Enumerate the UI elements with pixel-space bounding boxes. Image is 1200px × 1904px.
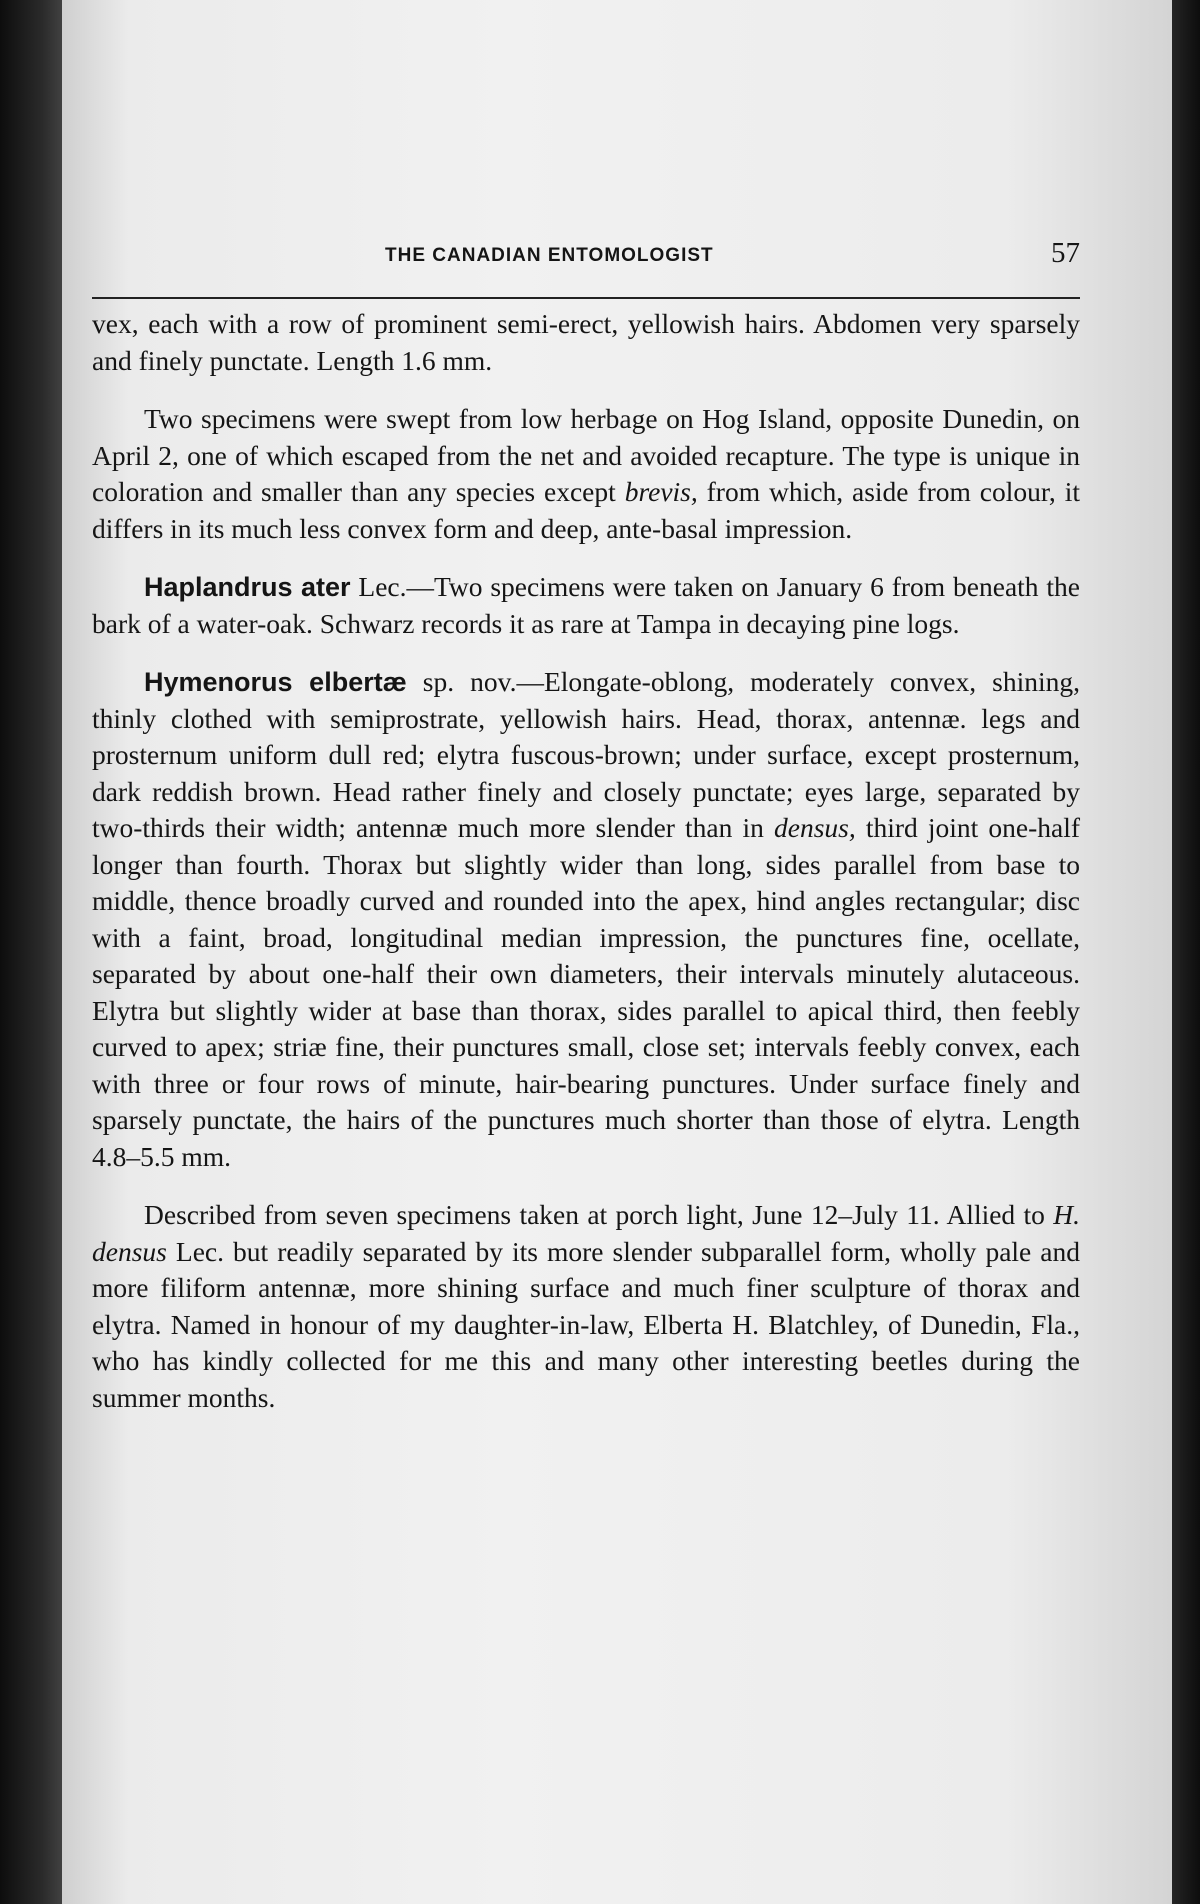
species-epithet: densus,: [773, 812, 856, 843]
paragraph-text: Lec.—Two specimens were taken on January 6 from beneath the bark of a water-oak. Schwarz records it as rare at Tampa in decaying pine logs.: [92, 571, 1081, 639]
page-number: 57: [1051, 237, 1080, 269]
paragraph-text: sp. nov.—Elongate-oblong, moderately convex, shining, thinly clothed with semiprostrate, yellowish hairs. Head, thorax, antennæ. legs and prosternum uniform dull red; elytra fuscous-brown; under surface, except prosternum, dark reddish brown. Head rather finely and closely punctate; eyes large, separated by two-thirds their width; antennæ much more slender than in: [92, 666, 1081, 843]
paragraph-text: Lec. but readily separated by its more slender subparallel form, wholly pale and more filiform antennæ, more shining surface and much finer sculpture of thorax and elytra. Named in honour of my daughter-in-law, Elberta H. Blatchley, of Dunedin, Fla., who has kindly collected for me this and many other interesting beetles during the summer months.: [92, 1235, 1080, 1413]
book-page: [62, 0, 1172, 1904]
running-header: [92, 237, 1080, 299]
paragraph-text: from which, aside from colour, it differs in its much less convex form and deep, ante-basal impression.: [92, 476, 1080, 544]
species-heading: Haplandrus ater: [144, 572, 351, 602]
paragraph-text: vex, each with a row of prominent semi-erect, yellowish hairs. Abdomen very sparsely and finely punctate. Length 1.6 mm.: [92, 308, 1080, 376]
paragraph-text: Described from seven specimens taken at porch light, June 12–July 11. Allied to: [144, 1199, 1054, 1230]
paragraph-continued: [92, 306, 1080, 379]
species-heading: Hymenorus elbertæ: [144, 667, 407, 697]
film-border-left: [0, 0, 70, 1904]
running-title: THE CANADIAN ENTOMOLOGIST: [385, 245, 714, 266]
paragraph-haplandrus: [92, 569, 1080, 642]
paragraph-hymenorus: [92, 664, 1080, 1175]
paragraph-text: third joint one-half longer than fourth. Thorax but slightly wider than long, sides parallel from base to middle, thence broadly curved and rounded into the apex, hind angles rectangular; disc with a faint, broad, longitudinal median impression, the punctures fine, ocellate, separated by about one-half their own diameters, their intervals minutely alutaceous. Elytra but slightly wider at base than thorax, sides parallel to apical third, then feebly curved to apex; striæ fine, their punctures small, close set; intervals feebly convex, each with three or four rows of minute, hair-bearing punctures. Under surface finely and sparsely punctate, the hairs of the punctures much shorter than those of elytra. Length 4.8–5.5 mm.: [92, 812, 1080, 1172]
species-epithet: brevis,: [624, 476, 698, 507]
species-epithet: H. densus: [92, 1199, 1080, 1267]
paragraph-hog-island: [92, 401, 1080, 547]
body-text: [92, 306, 1080, 1438]
paragraph-text: Two specimens were swept from low herbage on Hog Island, opposite Dunedin, on April 2, one of which escaped from the net and avoided recapture. The type is unique in coloration and smaller than any species except: [92, 403, 1080, 507]
paragraph-described: [92, 1197, 1080, 1416]
